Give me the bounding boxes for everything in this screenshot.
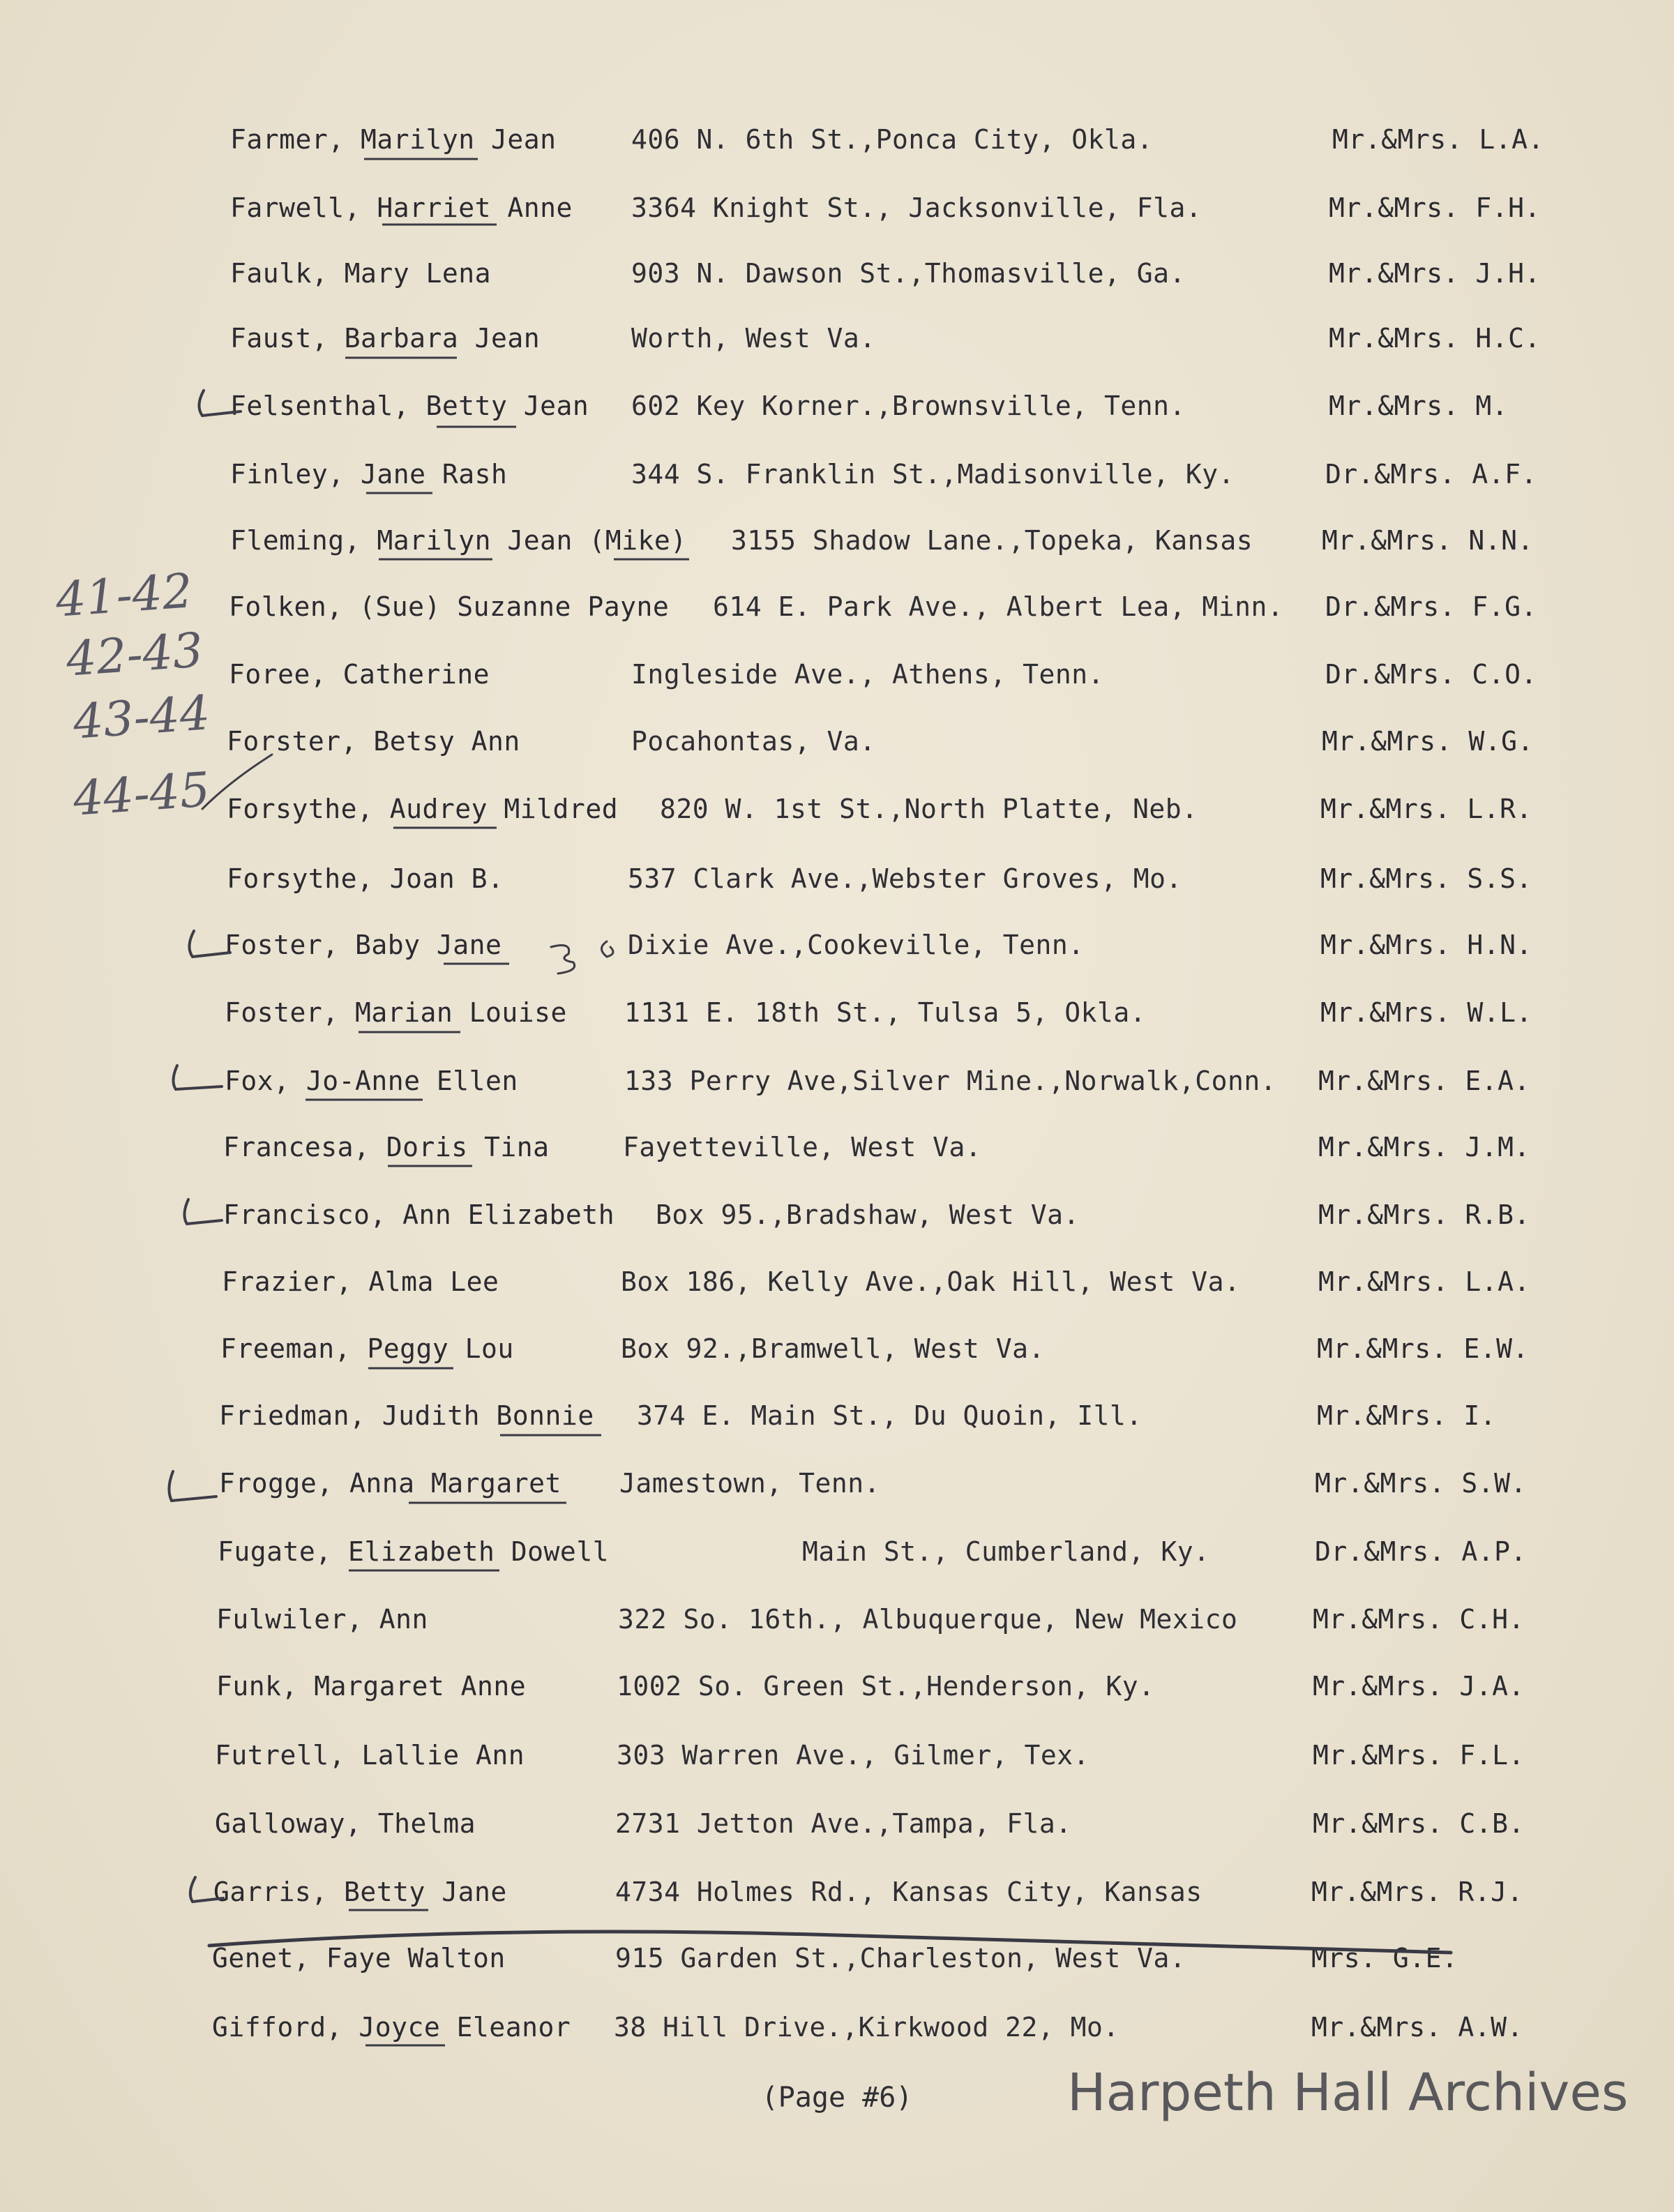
list-item [0,1937,1674,1979]
student-name: Farwell, Harriet Anne [230,192,573,223]
parents-name: Mr.&Mrs. H.N. [1320,930,1532,960]
student-address: 344 S. Franklin St.,Madisonville, Ky. [631,459,1235,490]
parents-name: Mr.&Mrs. C.H. [1313,1604,1525,1635]
parents-name: Mr.&Mrs. J.M. [1318,1132,1530,1162]
parents-name: Mr.&Mrs. R.J. [1311,1877,1523,1907]
student-name: Faulk, Mary Lena [230,258,492,289]
list-item [0,1531,1674,1573]
student-address: 2731 Jetton Ave.,Tampa, Fla. [615,1808,1072,1839]
student-address: 1131 E. 18th St., Tulsa 5, Okla. [624,997,1147,1028]
student-address: 1002 So. Green St.,Henderson, Ky. [617,1671,1155,1702]
parents-name: Mr.&Mrs. C.B. [1313,1808,1525,1839]
archive-watermark: Harpeth Hall Archives [1067,2063,1629,2123]
list-item [0,1328,1674,1370]
student-name: Futrell, Lallie Ann [215,1740,525,1771]
student-address: Worth, West Va. [631,323,876,354]
student-address: Box 95.,Bradshaw, West Va. [656,1199,1080,1230]
student-name: Frazier, Alma Lee [222,1266,499,1297]
student-address: Pocahontas, Va. [631,726,876,757]
student-address: Box 186, Kelly Ave.,Oak Hill, West Va. [621,1266,1241,1297]
parents-name: Mr.&Mrs. L.A. [1318,1266,1530,1297]
student-address: 3155 Shadow Lane.,Topeka, Kansas [731,525,1253,556]
parents-name: Mr.&Mrs. I. [1317,1400,1497,1431]
student-name: Francisco, Ann Elizabeth [223,1199,615,1230]
student-name: Forsythe, Audrey Mildred [227,794,619,824]
parents-name: Mr.&Mrs. H.C. [1329,323,1541,354]
parents-name: Mrs. G.E. [1311,1943,1458,1974]
margin-note: 44-45 [71,762,212,827]
parents-name: Mr.&Mrs. W.L. [1320,997,1532,1028]
student-name: Forsythe, Joan B. [227,863,504,894]
list-item [0,1395,1674,1437]
parents-name: Mr.&Mrs. M. [1329,391,1509,421]
student-name: Farmer, Marilyn Jean [230,124,557,155]
list-item [0,119,1674,160]
list-item [0,317,1674,359]
student-name: Frogge, Anna Margaret [219,1468,561,1499]
parents-name: Mr.&Mrs. A.W. [1311,2012,1523,2043]
list-item [0,1060,1674,1102]
list-item [0,586,1674,628]
list-item [0,1261,1674,1303]
page-number: (Page #6) [761,2082,913,2114]
student-address: 614 E. Park Ave., Albert Lea, Minn. [713,591,1284,622]
list-item [0,252,1674,294]
student-address: 903 N. Dawson St.,Thomasville, Ga. [631,258,1186,289]
parents-name: Dr.&Mrs. A.P. [1315,1536,1527,1567]
student-name: Funk, Margaret Anne [216,1671,527,1702]
parents-name: Dr.&Mrs. C.O. [1325,659,1537,690]
student-name: Genet, Faye Walton [212,1943,506,1974]
student-name: Foster, Marian Louise [225,997,567,1028]
parents-name: Mr.&Mrs. J.H. [1329,258,1541,289]
parents-name: Mr.&Mrs. W.G. [1322,726,1534,757]
student-address: 303 Warren Ave., Gilmer, Tex. [617,1740,1089,1771]
student-address: 820 W. 1st St.,North Platte, Neb. [660,794,1198,824]
student-address: 406 N. 6th St.,Ponca City, Okla. [631,124,1154,155]
parents-name: Dr.&Mrs. F.G. [1325,591,1537,622]
student-name: Fulwiler, Ann [216,1604,428,1635]
parents-name: Mr.&Mrs. L.R. [1320,794,1532,824]
student-name: Folken, (Sue) Suzanne Payne [229,591,670,622]
student-name: Francesa, Doris Tina [223,1132,550,1162]
list-item [0,520,1674,561]
student-name: Gifford, Joyce Eleanor [212,2012,571,2043]
student-address: 38 Hill Drive.,Kirkwood 22, Mo. [614,2012,1119,2043]
list-item [0,1803,1674,1844]
parents-name: Mr.&Mrs. N.N. [1322,525,1534,556]
list-item [0,788,1674,830]
student-name: Finley, Jane Rash [230,459,508,490]
student-address: Dixie Ave.,Cookeville, Tenn. [628,930,1085,960]
parents-name: Mr.&Mrs. F.L. [1313,1740,1525,1771]
margin-note: 42-43 [64,623,205,688]
student-name: Fugate, Elizabeth Dowell [218,1536,610,1567]
list-item [0,187,1674,229]
list-item [0,1871,1674,1913]
parents-name: Mr.&Mrs. F.H. [1329,192,1541,223]
list-item [0,1665,1674,1707]
student-address: 602 Key Korner.,Brownsville, Tenn. [631,391,1186,421]
student-name: Fox, Jo-Anne Ellen [225,1066,518,1096]
student-name: Fleming, Marilyn Jean (Mike) [230,525,687,556]
list-item [0,2006,1674,2048]
parents-name: Mr.&Mrs. E.A. [1318,1066,1530,1096]
student-name: Faust, Barbara Jean [230,323,541,354]
margin-note: 41-42 [54,563,195,628]
parents-name: Mr.&Mrs. E.W. [1317,1333,1529,1364]
student-address: 4734 Holmes Rd., Kansas City, Kansas [615,1877,1202,1907]
list-item [0,992,1674,1033]
list-item [0,1194,1674,1236]
student-address: 322 So. 16th., Albuquerque, New Mexico [618,1604,1238,1635]
list-item [0,1126,1674,1168]
student-name: Foster, Baby Jane [225,930,502,960]
list-item [0,858,1674,900]
list-item [0,653,1674,695]
student-name: Foree, Catherine [229,659,490,690]
parents-name: Mr.&Mrs. S.S. [1320,863,1532,894]
margin-note: 43-44 [71,685,212,750]
student-name: Garris, Betty Jane [213,1877,507,1907]
list-item [0,385,1674,427]
student-address: Fayetteville, West Va. [623,1132,982,1162]
parents-name: Dr.&Mrs. A.F. [1325,459,1537,490]
student-address: Main St., Cumberland, Ky. [802,1536,1210,1567]
student-address: 915 Garden St.,Charleston, West Va. [615,1943,1186,1974]
student-address: Box 92.,Bramwell, West Va. [621,1333,1045,1364]
list-item [0,453,1674,495]
student-address: 374 E. Main St., Du Quoin, Ill. [637,1400,1143,1431]
student-address: 133 Perry Ave,Silver Mine.,Norwalk,Conn. [624,1066,1277,1096]
list-item [0,1598,1674,1640]
list-item [0,1462,1674,1504]
student-name: Freeman, Peggy Lou [220,1333,514,1364]
list-item [0,1734,1674,1776]
student-address: Jamestown, Tenn. [619,1468,881,1499]
parents-name: Mr.&Mrs. R.B. [1318,1199,1530,1230]
student-name: Galloway, Thelma [215,1808,476,1839]
student-address: Ingleside Ave., Athens, Tenn. [631,659,1104,690]
parents-name: Mr.&Mrs. L.A. [1332,124,1544,155]
student-address: 3364 Knight St., Jacksonville, Fla. [631,192,1202,223]
student-name: Friedman, Judith Bonnie [219,1400,594,1431]
student-name: Forster, Betsy Ann [227,726,520,757]
student-name: Felsenthal, Betty Jean [230,391,589,421]
parents-name: Mr.&Mrs. J.A. [1313,1671,1525,1702]
parents-name: Mr.&Mrs. S.W. [1315,1468,1527,1499]
list-item [0,924,1674,966]
student-address: 537 Clark Ave.,Webster Groves, Mo. [628,863,1182,894]
list-item [0,720,1674,762]
